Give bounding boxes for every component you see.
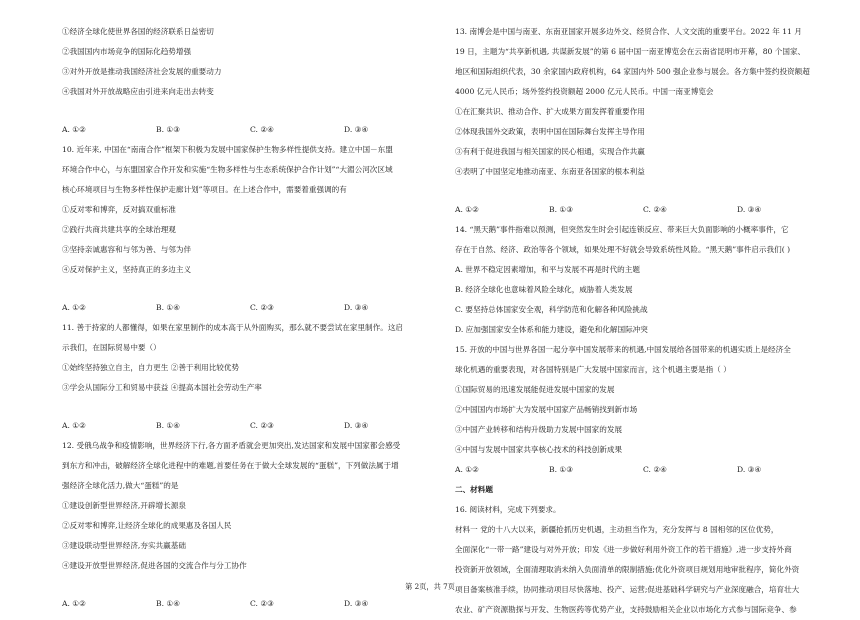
- q10-option-c[interactable]: C. ②③: [250, 303, 274, 312]
- q11-option-d[interactable]: D. ③④: [344, 421, 369, 430]
- q13-item-4: ④表明了中国坚定地推动南亚、东南亚各国家的根本利益: [455, 167, 645, 176]
- q9-option-a[interactable]: A. ①②: [62, 125, 86, 134]
- q16-line-5: 项目备案核准手续，协同推动项目尽快落地、投产、运营;促进基础科学研究与产业深度融合，培育壮大: [455, 585, 800, 594]
- q10-item-2: ②践行共商共建共享的全球治理观: [62, 225, 176, 234]
- q10-option-a[interactable]: A. ①②: [62, 303, 86, 312]
- q12-line-3: 强经济全球化活力,做大“蛋糕”的是: [62, 481, 179, 490]
- q10-option-d[interactable]: D. ③④: [344, 303, 369, 312]
- q14-line-1: 14. “黑天鹅”事件指难以预测，但突然发生时会引起连锁反应、带来巨大负面影响的小概率事件，它: [455, 225, 789, 234]
- q13-item-3: ③有利于促进我国与相关国家的民心相通，实现合作共赢: [455, 147, 645, 156]
- q12-line-2: 到东方和冲击，破解经济全球化进程中的难题,首要任务在于做大全球发展的“蛋糕”，下列做法属于增: [62, 461, 399, 470]
- q12-item-3: ③建设联动型世界经济,夯实共赢基础: [62, 541, 186, 550]
- q11-options: [62, 416, 442, 436]
- q16-line-4: 投资新开放领域，全面清理取消未纳入负面清单的限制措施;优化外资项目规划用地审批程序，简化外资: [455, 565, 800, 574]
- q15-options: [455, 460, 835, 480]
- q9-item-2: ②我国国内市场竞争的国际化趋势增强: [62, 47, 192, 56]
- q12-option-b[interactable]: B. ①④: [156, 599, 181, 608]
- q11-line-1: 11. 善于持家的人都懂得，如果在家里制作的成本高于从外面购买，那么就不要尝试在家里制作。这启: [62, 323, 404, 332]
- q10-options: [62, 298, 442, 318]
- q12-options: [62, 594, 442, 614]
- q11-items-2: ③学会从国际分工和贸易中获益 ④提高本国社会劳动生产率: [62, 383, 262, 392]
- q13-line-1: 13. 南博会是中国与南亚、东南亚国家开展多边外交、经贸合作、人文交流的重要平台。2022 年 11 月: [455, 27, 802, 36]
- q14-option-c[interactable]: C. 要坚持总体国家安全观，科学防范和化解各种风险挑战: [455, 305, 648, 314]
- q13-option-b[interactable]: B. ①③: [549, 205, 574, 214]
- q12-item-1: ①建设创新型世界经济,开辟增长源泉: [62, 501, 186, 510]
- q9-item-3: ③对外开放是推动我国经济社会发展的重要动力: [62, 67, 222, 76]
- q13-option-c[interactable]: C. ②④: [643, 205, 667, 214]
- q14-line-2: 存在于自然、经济、政治等各个领域，如果处理不好就会导致系统性风险。“黑天鹅”事件启示我们( ): [455, 245, 791, 254]
- q9-option-c[interactable]: C. ②④: [250, 125, 274, 134]
- q10-item-4: ④反对保护主义，坚持真正的多边主义: [62, 265, 192, 274]
- q9-option-d[interactable]: D. ③④: [344, 125, 369, 134]
- q10-line-3: 核心环境项目与生物多样性保护走廊计划”等项目。在上述合作中，需要着重强调的有: [62, 185, 347, 194]
- q9-option-b[interactable]: B. ①③: [156, 125, 181, 134]
- q10-line-2: 环境合作中心，与东盟国家合作开发和实施“生物多样性与生态系统保护合作计划”“大湄公河次区域: [62, 165, 393, 174]
- q15-item-3: ③中国产业转移和结构升级助力发展中国家的发展: [455, 425, 623, 434]
- q13-option-d[interactable]: D. ③④: [737, 205, 762, 214]
- q13-option-a[interactable]: A. ①②: [455, 205, 479, 214]
- q9-item-4: ④我国对外开放战略应由引进来向走出去转变: [62, 87, 214, 96]
- q15-item-1: ①国际贸易的迅速发展能促进发展中国家的发展: [455, 385, 615, 394]
- q16-line-1: 16. 阅读材料，完成下列要求。: [455, 505, 561, 514]
- q14-option-b[interactable]: B. 经济全球化也意味着风险全球化，威胁着人类发展: [455, 285, 633, 294]
- q15-line-2: 球化机遇的重要表现，对各国特别是广大发展中国家而言，这个机遇主要是指（ ）: [455, 365, 731, 374]
- q16-line-2: 材料一 党的十八大以来，新疆抢抓历史机遇，主动担当作为，充分发挥与 8 国相邻的区位优势，: [455, 525, 779, 534]
- section-title: 二、材料题: [455, 485, 493, 494]
- q9-item-1: ①经济全球化使世界各国的经济联系日益密切: [62, 27, 214, 36]
- q10-item-1: ①反对零和博弈，反对搞双重标准: [62, 205, 176, 214]
- q13-line-4: 4000 亿元人民币；场外签约投资额超 2000 亿元人民币。中国一南亚博览会: [455, 87, 714, 96]
- left-column: [62, 22, 442, 614]
- q10-item-3: ③坚持亲诚惠容和与邻为善、与邻为伴: [62, 245, 192, 254]
- q11-option-b[interactable]: B. ①④: [156, 421, 181, 430]
- q13-options: [455, 200, 835, 220]
- q15-item-2: ②中国国内市场扩大为发展中国家产品畅销找到新市场: [455, 405, 638, 414]
- q16-line-3: 全面深化“一带一路”建设与对外开放；印发《进一步做好利用外资工作的若干措施》,进一步支持外商: [455, 545, 792, 554]
- q14-option-a[interactable]: A. 世界不稳定因素增加，和平与发展不再是时代的主题: [455, 265, 640, 274]
- q12-option-d[interactable]: D. ③④: [344, 599, 369, 608]
- q15-option-a[interactable]: A. ①②: [455, 465, 479, 474]
- q12-item-2: ②反对零和博弈,让经济全球化的成果惠及各国人民: [62, 521, 232, 530]
- q10-line-1: 10. 近年来, 中国在“南南合作”框架下积极为发展中国家保护生物多样性提供支持。建立中国－东盟: [62, 145, 393, 154]
- right-column: [455, 22, 835, 620]
- q11-option-a[interactable]: A. ①②: [62, 421, 86, 430]
- q10-option-b[interactable]: B. ①④: [156, 303, 181, 312]
- q13-item-2: ②体现我国外交政策，表明中国在国际舞台发挥主导作用: [455, 127, 645, 136]
- q9-options: [62, 120, 442, 140]
- q15-option-c[interactable]: C. ②④: [643, 465, 667, 474]
- q11-line-2: 示我们，在国际贸易中要（）: [62, 343, 161, 352]
- q13-line-2: 19 日，主题为“共享新机遇, 共谋新发展”的第 6 届中国一南亚博览会在云南省昆明市开幕，80 个国家、: [455, 47, 806, 56]
- q15-item-4: ④中国与发展中国家共享核心技术的科技创新成果: [455, 445, 623, 454]
- q13-line-3: 地区和国际组织代表，30 余家国内政府机构，64 家国内外 500 强企业参与展会。各方集中签约投资额超: [455, 67, 810, 76]
- q12-item-4: ④建设开放型世界经济,促进各国的交流合作与分工协作: [62, 561, 247, 570]
- q12-option-c[interactable]: C. ②③: [250, 599, 274, 608]
- q14-option-d[interactable]: D. 应加强国家安全体系和能力建设，避免和化解国际冲突: [455, 325, 648, 334]
- q15-line-1: 15. 开放的中国与世界各国一起分享中国发展带来的机遇,中国发展给各国带来的机遇实质上是经济全: [455, 345, 791, 354]
- q12-line-1: 12. 受俄乌战争和疫情影响，世界经济下行,各方面矛盾就会更加突出,发达国家和发展中国家都会感受: [62, 441, 401, 450]
- q15-option-b[interactable]: B. ①③: [549, 465, 574, 474]
- q15-option-d[interactable]: D. ③④: [737, 465, 762, 474]
- q11-items-1: ①始终坚持独立自主，自力更生 ②善于利用比较优势: [62, 363, 240, 372]
- q13-item-1: ①在汇聚共识、推动合作、扩大成果方面发挥着重要作用: [455, 107, 645, 116]
- q16-line-6: 农业、矿产资源勘探与开发、生物医药等优势产业，支持鼓励相关企业以市场化方式参与国际竞争、参: [455, 605, 797, 614]
- q11-option-c[interactable]: C. ②③: [250, 421, 274, 430]
- q12-option-a[interactable]: A. ①②: [62, 599, 86, 608]
- page-footer: 第 2页，共 7页: [405, 582, 455, 591]
